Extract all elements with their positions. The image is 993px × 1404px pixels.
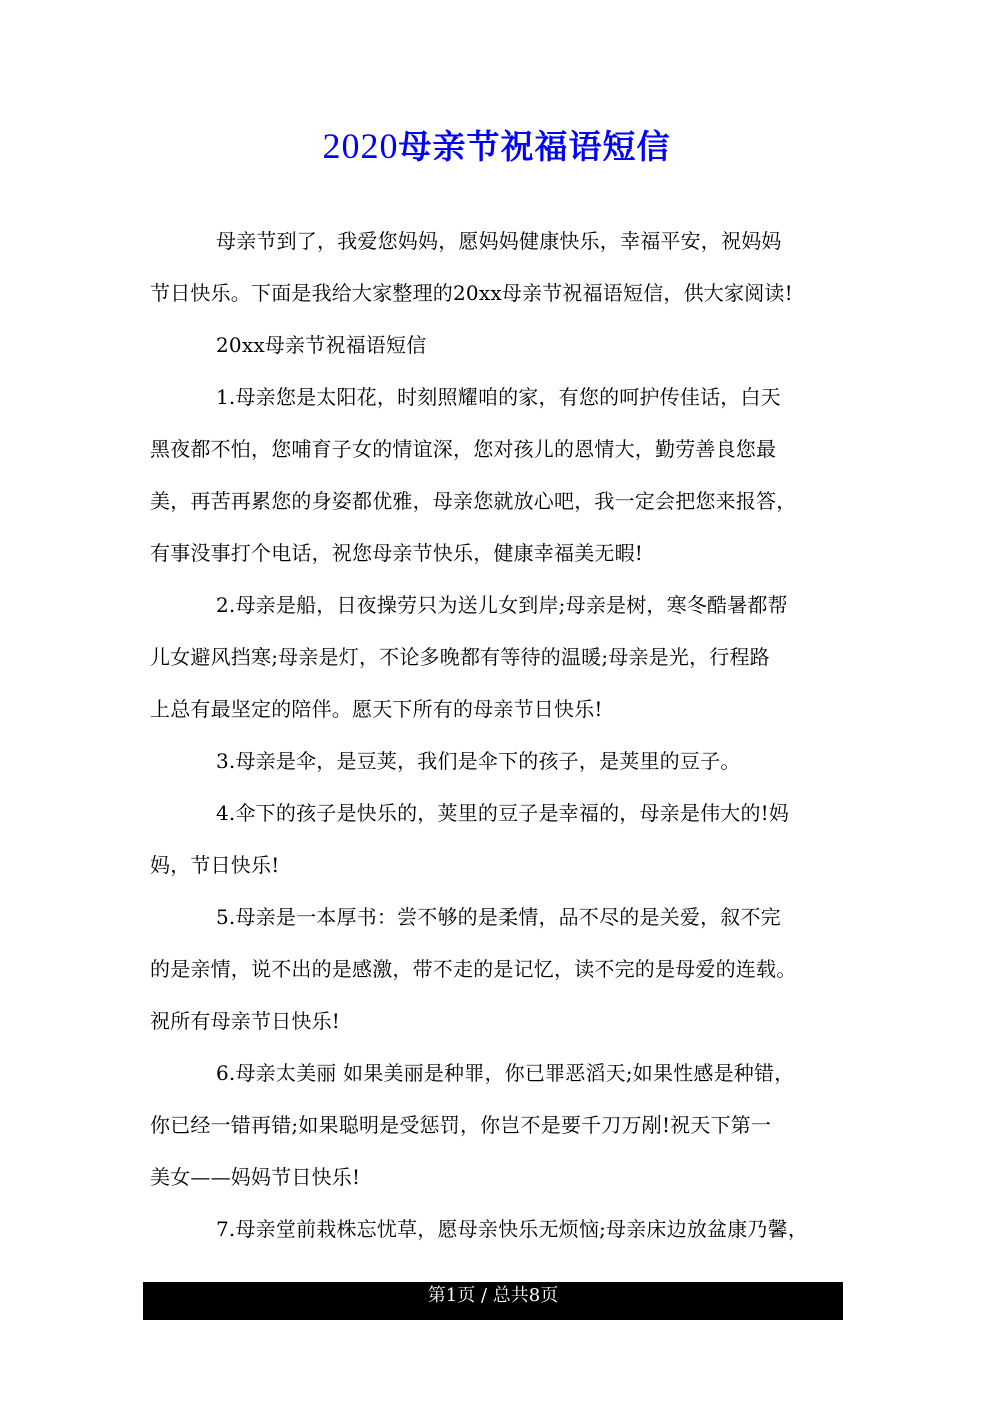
text-line: 你已经一错再错;如果聪明是受惩罚，你岂不是要千刀万剐!祝天下第一 [150, 1113, 772, 1137]
text-line: 有事没事打个电话，祝您母亲节快乐，健康幸福美无暇! [150, 541, 644, 565]
paragraph-item-5 [150, 891, 845, 1047]
paragraph-item-1 [150, 371, 845, 579]
text-line: 节日快乐。下面是我给大家整理的20xx母亲节祝福语短信，供大家阅读! [150, 281, 793, 305]
text-line: 上总有最坚定的陪伴。愿天下所有的母亲节日快乐! [150, 697, 603, 721]
page-indicator: 第1页 / 总共8页 [427, 1285, 559, 1306]
text-line: 的是亲情，说不出的是感激，带不走的是记忆，读不完的是母爱的连载。 [150, 957, 797, 981]
text-line: 20xx母亲节祝福语短信 [216, 333, 427, 357]
text-line: 6.母亲太美丽 如果美丽是种罪，你已罪恶滔天;如果性感是种错， [216, 1061, 795, 1085]
paragraph-item-7 [150, 1203, 845, 1255]
text-line: 5.母亲是一本厚书：尝不够的是柔情，品不尽的是关爱，叙不完 [216, 905, 781, 929]
paragraph-item-3 [150, 735, 845, 787]
text-line: 妈，节日快乐! [150, 853, 280, 877]
document-body [150, 215, 845, 1255]
paragraph-item-4 [150, 787, 845, 891]
text-line: 祝所有母亲节日快乐! [150, 1009, 341, 1033]
text-line: 2.母亲是船，日夜操劳只为送儿女到岸;母亲是树，寒冬酷暑都帮 [216, 593, 788, 617]
paragraph-item-2 [150, 579, 845, 735]
paragraph-item-6 [150, 1047, 845, 1203]
page-footer-bar [143, 1282, 843, 1320]
text-line: 母亲节到了，我爱您妈妈，愿妈妈健康快乐，幸福平安，祝妈妈 [216, 229, 782, 253]
section-heading [150, 319, 845, 371]
document-title [0, 124, 993, 169]
text-line: 3.母亲是伞，是豆荚，我们是伞下的孩子，是荚里的豆子。 [216, 749, 741, 773]
paragraph-intro [150, 215, 845, 319]
title-year: 2020 [322, 126, 399, 166]
text-line: 美女——妈妈节日快乐! [150, 1165, 361, 1189]
text-line: 黑夜都不怕，您哺育子女的情谊深，您对孩儿的恩情大，勤劳善良您最 [150, 437, 777, 461]
text-line: 美，再苦再累您的身姿都优雅，母亲您就放心吧，我一定会把您来报答， [150, 489, 797, 513]
text-line: 7.母亲堂前栽株忘忧草，愿母亲快乐无烦恼;母亲床边放盆康乃馨， [216, 1217, 809, 1241]
text-line: 儿女避风挡寒;母亲是灯，不论多晚都有等待的温暖;母亲是光，行程路 [150, 645, 770, 669]
text-line: 4.伞下的孩子是快乐的，荚里的豆子是幸福的，母亲是伟大的!妈 [216, 801, 790, 825]
text-line: 1.母亲您是太阳花，时刻照耀咱的家，有您的呵护传佳话，白天 [216, 385, 781, 409]
title-text: 母亲节祝福语短信 [398, 127, 671, 166]
